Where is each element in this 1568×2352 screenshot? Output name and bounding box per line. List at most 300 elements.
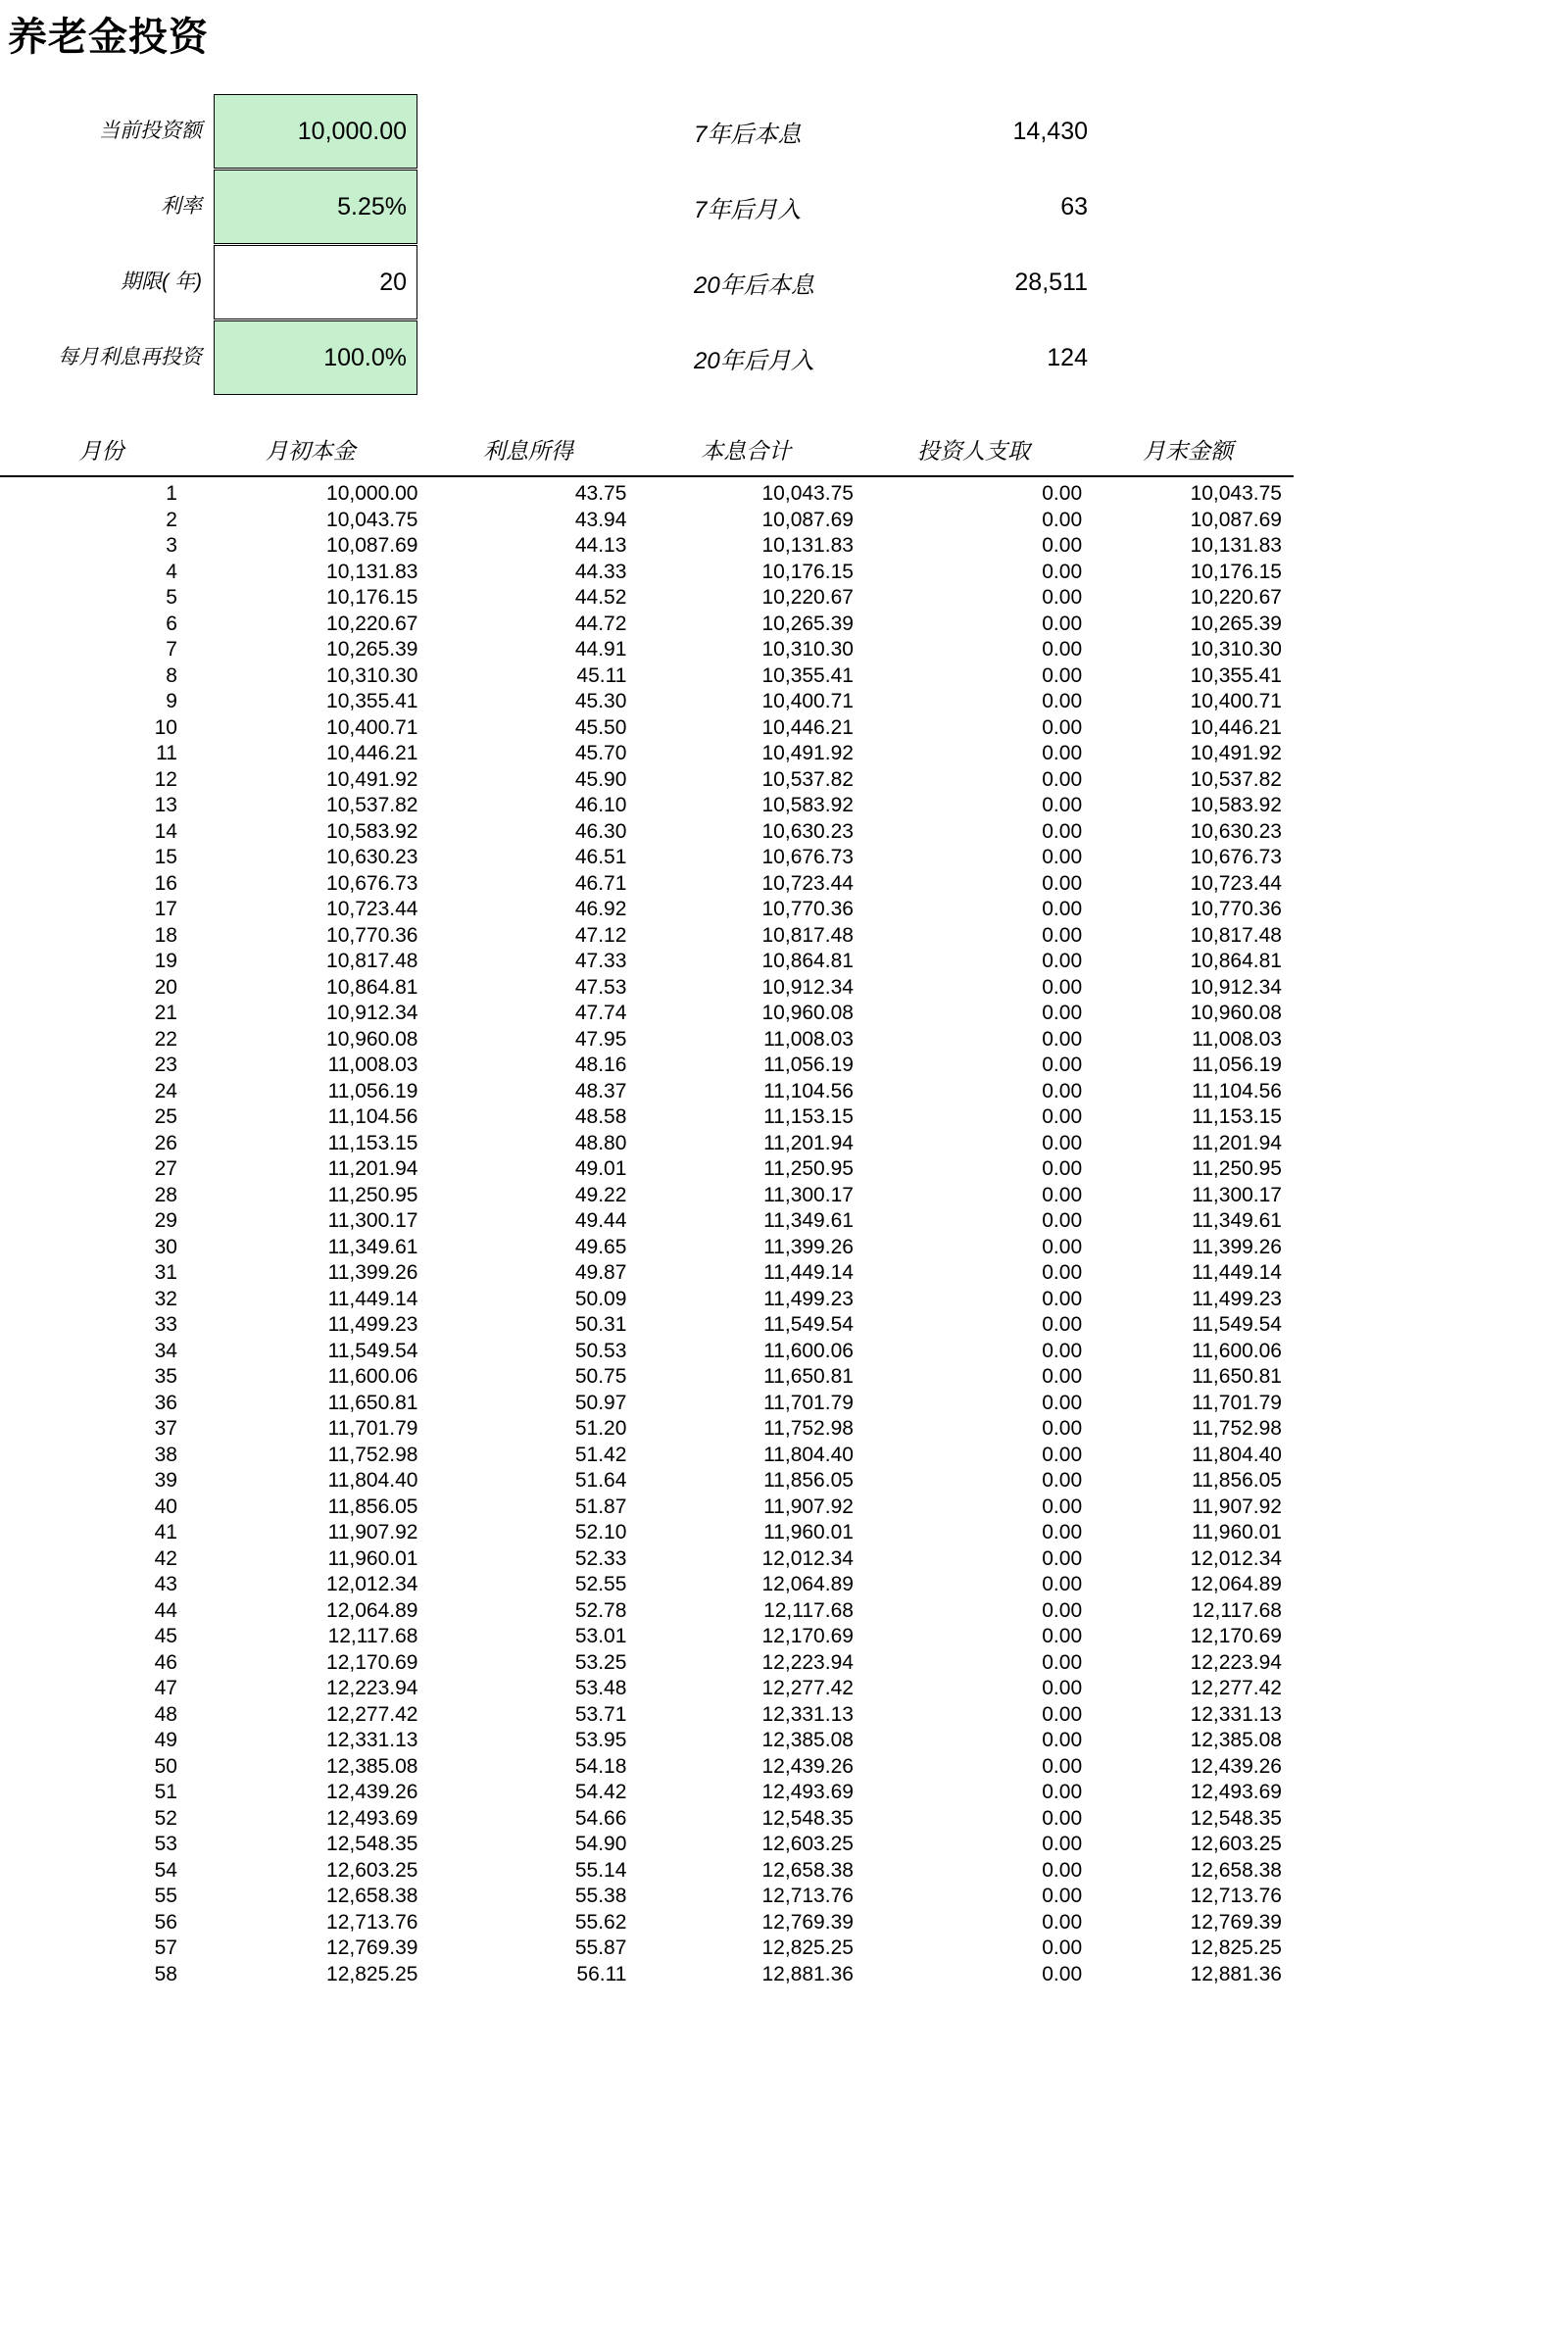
cell-interest-earned: 47.33 [574,950,627,972]
summary-value-7y-total: 14,430 [1012,117,1088,145]
cell-ending-balance: 11,701.79 [1192,1391,1282,1414]
cell-total: 12,658.38 [761,1858,854,1882]
cell-withdrawal: 0.00 [1042,482,1083,505]
table-row [0,1676,1294,1702]
input-row [0,94,431,169]
input-label-text: 期限( 年) [121,270,202,293]
cell-beginning-principal: 12,223.94 [326,1677,418,1699]
cell-beginning-principal: 10,583.92 [326,819,418,843]
cell-month: 10 [154,715,177,739]
table-row [0,1780,1294,1806]
cell-beginning-principal: 12,439.26 [326,1781,418,1803]
cell-beginning-principal: 10,176.15 [326,586,418,609]
cell-withdrawal: 0.00 [1042,612,1083,635]
cell-beginning-principal: 11,650.81 [327,1391,418,1414]
input-field-current-investment[interactable]: 10,000.00 [214,94,417,169]
cell-total: 10,817.48 [761,923,854,947]
summary-row [627,320,1176,395]
table-row [0,1754,1294,1781]
cell-withdrawal: 0.00 [1042,1131,1083,1154]
cell-total: 12,548.35 [761,1806,854,1830]
cell-withdrawal: 0.00 [1042,950,1083,972]
cell-ending-balance: 12,012.34 [1190,1546,1282,1570]
cell-beginning-principal: 11,349.61 [327,1235,418,1258]
cell-withdrawal: 0.00 [1042,794,1083,816]
table-row [0,1650,1294,1677]
cell-month: 51 [154,1781,177,1803]
cell-month: 54 [154,1858,177,1882]
cell-ending-balance: 11,153.15 [1192,1105,1282,1128]
cell-month: 34 [154,1339,177,1362]
cell-beginning-principal: 10,723.44 [326,898,418,920]
cell-interest-earned: 46.10 [574,794,627,816]
cell-interest-earned: 49.87 [574,1261,627,1284]
table-row [0,663,1294,690]
input-label-interest-rate [0,170,214,244]
cell-interest-earned: 45.90 [574,767,627,791]
cell-withdrawal: 0.00 [1042,846,1083,868]
cell-interest-earned: 45.11 [576,663,627,687]
summary-label-7y-monthly: 7年后月入 [694,196,802,223]
cell-total: 10,676.73 [761,846,854,868]
cell-month: 57 [154,1936,177,1959]
cell-beginning-principal: 11,056.19 [327,1079,418,1102]
cell-total: 11,549.54 [763,1313,854,1336]
cell-withdrawal: 0.00 [1042,1754,1083,1778]
cell-month: 55 [154,1885,177,1907]
amortization-schedule [0,431,1294,1987]
cell-total: 10,491.92 [761,742,854,764]
summary-label-20y-monthly: 20年后月入 [694,347,814,374]
cell-total: 12,170.69 [761,1625,854,1647]
table-row [0,637,1294,663]
cell-interest-earned: 53.95 [574,1729,627,1751]
cell-interest-earned: 54.66 [574,1806,627,1830]
cell-total: 10,960.08 [761,1002,854,1024]
cell-ending-balance: 12,603.25 [1190,1833,1282,1855]
cell-total: 11,499.23 [763,1287,854,1310]
cell-interest-earned: 46.71 [574,871,627,895]
cell-interest-earned: 53.25 [574,1650,627,1674]
cell-total: 12,223.94 [761,1650,854,1674]
cell-ending-balance: 10,723.44 [1190,871,1282,895]
cell-beginning-principal: 10,676.73 [326,871,418,895]
cell-total: 10,723.44 [761,871,854,895]
cell-interest-earned: 49.22 [574,1183,627,1206]
table-row [0,1027,1294,1054]
cell-beginning-principal: 11,499.23 [327,1313,418,1336]
cell-month: 44 [154,1598,177,1622]
cell-interest-earned: 47.53 [574,975,627,999]
cell-month: 30 [154,1235,177,1258]
cell-total: 11,056.19 [763,1054,854,1076]
cell-interest-earned: 53.01 [574,1625,627,1647]
cell-interest-earned: 44.52 [574,586,627,609]
cell-interest-earned: 46.51 [574,846,627,868]
cell-beginning-principal: 12,064.89 [326,1598,418,1622]
table-row [0,1339,1294,1365]
cell-withdrawal: 0.00 [1042,1702,1083,1726]
cell-interest-earned: 45.30 [574,690,627,712]
cell-ending-balance: 11,250.95 [1192,1157,1282,1180]
table-row [0,1364,1294,1391]
cell-ending-balance: 10,864.81 [1190,950,1282,972]
cell-withdrawal: 0.00 [1042,1002,1083,1024]
cell-withdrawal: 0.00 [1042,1781,1083,1803]
cell-interest-earned: 48.37 [574,1079,627,1102]
cell-interest-earned: 55.14 [574,1858,627,1882]
cell-total: 11,399.26 [763,1235,854,1258]
cell-ending-balance: 10,770.36 [1190,898,1282,920]
cell-interest-earned: 44.91 [574,638,627,661]
cell-beginning-principal: 10,446.21 [326,742,418,764]
table-row [0,715,1294,742]
cell-total: 11,804.40 [763,1443,854,1466]
cell-total: 12,881.36 [761,1962,854,1985]
cell-interest-earned: 43.94 [574,508,627,531]
table-row [0,1910,1294,1936]
cell-withdrawal: 0.00 [1042,1443,1083,1466]
summary-value-20y-total: 28,511 [1014,268,1088,296]
cell-withdrawal: 0.00 [1042,1209,1083,1232]
cell-ending-balance: 12,881.36 [1190,1962,1282,1985]
table-row [0,1287,1294,1313]
cell-withdrawal: 0.00 [1042,1079,1083,1102]
cell-interest-earned: 47.95 [574,1027,627,1051]
cell-total: 10,087.69 [761,508,854,531]
cell-beginning-principal: 10,087.69 [326,534,418,557]
input-field-interest-rate[interactable]: 5.25% [214,170,417,244]
cell-ending-balance: 11,960.01 [1192,1521,1282,1544]
cell-withdrawal: 0.00 [1042,1573,1083,1595]
cell-interest-earned: 53.71 [574,1702,627,1726]
summary-row [627,170,1176,244]
input-label-reinvest-rate [0,320,214,395]
cell-total: 10,583.92 [761,794,854,816]
cell-withdrawal: 0.00 [1042,1806,1083,1830]
cell-beginning-principal: 10,537.82 [326,794,418,816]
cell-total: 11,960.01 [763,1521,854,1544]
cell-beginning-principal: 12,658.38 [326,1885,418,1907]
cell-interest-earned: 50.31 [574,1313,627,1336]
table-row [0,923,1294,950]
cell-month: 48 [154,1702,177,1726]
input-label-text: 当前投资额 [99,119,202,142]
summary-row [627,245,1176,319]
cell-withdrawal: 0.00 [1042,1729,1083,1751]
cell-beginning-principal: 10,770.36 [326,923,418,947]
cell-month: 8 [166,663,177,687]
table-row [0,689,1294,715]
cell-withdrawal: 0.00 [1042,638,1083,661]
cell-ending-balance: 10,220.67 [1190,586,1282,609]
cell-beginning-principal: 10,400.71 [326,715,418,739]
input-row [0,245,431,319]
cell-withdrawal: 0.00 [1042,1261,1083,1284]
cell-month: 41 [154,1521,177,1544]
cell-ending-balance: 10,491.92 [1190,742,1282,764]
cell-beginning-principal: 12,277.42 [326,1702,418,1726]
cell-ending-balance: 10,176.15 [1190,560,1282,583]
summary-value-20y-monthly: 124 [1047,343,1088,371]
cell-withdrawal: 0.00 [1042,742,1083,764]
table-row [0,612,1294,638]
page-title: 养老金投资 [8,16,209,59]
summary-label-20y-total: 20年后本息 [694,271,814,299]
input-row [0,320,431,395]
cell-interest-earned: 52.10 [574,1521,627,1544]
cell-ending-balance: 10,630.23 [1190,819,1282,843]
table-row [0,560,1294,586]
cell-beginning-principal: 12,825.25 [326,1962,418,1985]
table-row [0,1832,1294,1858]
table-row [0,1079,1294,1105]
table-row [0,1416,1294,1443]
cell-total: 12,713.76 [761,1885,854,1907]
cell-ending-balance: 10,400.71 [1190,690,1282,712]
table-row [0,1131,1294,1157]
cell-beginning-principal: 10,310.30 [326,663,418,687]
cell-withdrawal: 0.00 [1042,1469,1083,1492]
input-field-reinvest-rate[interactable]: 100.0% [214,320,417,395]
cell-total: 12,493.69 [761,1781,854,1803]
cell-ending-balance: 11,804.40 [1192,1443,1282,1466]
column-header-ending-balance: 月末金额 [1094,431,1294,476]
cell-ending-balance: 10,265.39 [1190,612,1282,635]
cell-ending-balance: 12,825.25 [1190,1936,1282,1959]
cell-ending-balance: 11,752.98 [1192,1417,1282,1440]
cell-beginning-principal: 12,170.69 [326,1650,418,1674]
cell-beginning-principal: 11,104.56 [327,1105,418,1128]
cell-total: 12,769.39 [761,1910,854,1934]
cell-beginning-principal: 10,817.48 [326,950,418,972]
cell-month: 24 [154,1079,177,1102]
cell-interest-earned: 51.87 [574,1494,627,1518]
cell-withdrawal: 0.00 [1042,508,1083,531]
cell-month: 46 [154,1650,177,1674]
cell-month: 22 [154,1027,177,1051]
cell-total: 11,752.98 [763,1417,854,1440]
cell-withdrawal: 0.00 [1042,1910,1083,1934]
table-row [0,1001,1294,1027]
cell-total: 10,770.36 [761,898,854,920]
table-row [0,1053,1294,1079]
cell-total: 11,701.79 [763,1391,854,1414]
table-row [0,1156,1294,1183]
cell-ending-balance: 10,446.21 [1190,715,1282,739]
cell-month: 45 [154,1625,177,1647]
cell-month: 35 [154,1365,177,1388]
table-row [0,897,1294,923]
cell-withdrawal: 0.00 [1042,975,1083,999]
cell-beginning-principal: 11,300.17 [327,1209,418,1232]
input-label-current-investment [0,94,214,169]
cell-withdrawal: 0.00 [1042,1054,1083,1076]
cell-beginning-principal: 10,630.23 [326,846,418,868]
cell-ending-balance: 12,769.39 [1190,1910,1282,1934]
cell-interest-earned: 50.53 [574,1339,627,1362]
cell-month: 36 [154,1391,177,1414]
cell-interest-earned: 54.42 [574,1781,627,1803]
table-row [0,949,1294,975]
cell-month: 15 [154,846,177,868]
cell-interest-earned: 53.48 [574,1677,627,1699]
table-row [0,871,1294,898]
cell-ending-balance: 11,600.06 [1192,1339,1282,1362]
cell-ending-balance: 11,300.17 [1192,1183,1282,1206]
table-row [0,1520,1294,1546]
cell-total: 12,064.89 [761,1573,854,1595]
table-row [0,508,1294,534]
cell-month: 27 [154,1157,177,1180]
cell-beginning-principal: 12,769.39 [326,1936,418,1959]
input-label-text: 利率 [161,194,202,218]
table-row [0,1962,1294,1988]
table-row [0,1936,1294,1962]
cell-total: 10,176.15 [761,560,854,583]
cell-interest-earned: 45.50 [574,715,627,739]
cell-ending-balance: 12,223.94 [1190,1650,1282,1674]
cell-ending-balance: 11,104.56 [1192,1079,1282,1102]
cell-ending-balance: 11,856.05 [1192,1469,1282,1492]
cell-month: 56 [154,1910,177,1934]
cell-interest-earned: 48.58 [574,1105,627,1128]
cell-interest-earned: 55.38 [574,1885,627,1907]
table-row [0,1884,1294,1910]
cell-withdrawal: 0.00 [1042,898,1083,920]
cell-beginning-principal: 10,220.67 [326,612,418,635]
cell-total: 12,117.68 [763,1598,854,1622]
table-row [0,767,1294,794]
cell-ending-balance: 10,131.83 [1190,534,1282,557]
cell-beginning-principal: 10,355.41 [326,690,418,712]
cell-withdrawal: 0.00 [1042,1417,1083,1440]
cell-interest-earned: 51.20 [574,1417,627,1440]
cell-ending-balance: 11,549.54 [1192,1313,1282,1336]
cell-interest-earned: 56.11 [576,1962,627,1985]
cell-beginning-principal: 10,265.39 [326,638,418,661]
cell-total: 11,250.95 [763,1157,854,1180]
cell-interest-earned: 47.12 [574,923,627,947]
cell-interest-earned: 51.64 [574,1469,627,1492]
cell-withdrawal: 0.00 [1042,1521,1083,1544]
cell-interest-earned: 54.90 [574,1833,627,1855]
cell-beginning-principal: 11,008.03 [327,1054,418,1076]
cell-ending-balance: 12,658.38 [1190,1858,1282,1882]
cell-interest-earned: 50.75 [574,1365,627,1388]
cell-withdrawal: 0.00 [1042,1546,1083,1570]
cell-interest-earned: 52.33 [574,1546,627,1570]
cell-month: 40 [154,1494,177,1518]
table-row [0,1806,1294,1833]
cell-month: 9 [166,690,177,712]
cell-withdrawal: 0.00 [1042,1625,1083,1647]
cell-month: 52 [154,1806,177,1830]
cell-beginning-principal: 10,131.83 [326,560,418,583]
cell-interest-earned: 52.78 [574,1598,627,1622]
cell-ending-balance: 10,310.30 [1190,638,1282,661]
cell-beginning-principal: 11,399.26 [327,1261,418,1284]
cell-month: 39 [154,1469,177,1492]
input-label-term-years [0,245,214,319]
table-row [0,1312,1294,1339]
cell-ending-balance: 10,355.41 [1190,663,1282,687]
table-row [0,533,1294,560]
cell-ending-balance: 12,331.13 [1190,1702,1282,1726]
cell-beginning-principal: 11,856.05 [327,1494,418,1518]
cell-total: 11,907.92 [763,1494,854,1518]
cell-ending-balance: 10,043.75 [1190,482,1282,505]
cell-total: 10,912.34 [761,975,854,999]
cell-interest-earned: 51.42 [574,1443,627,1466]
cell-month: 49 [154,1729,177,1751]
cell-total: 11,349.61 [763,1209,854,1232]
cell-interest-earned: 55.87 [574,1936,627,1959]
cell-ending-balance: 11,907.92 [1192,1494,1282,1518]
cell-beginning-principal: 12,493.69 [326,1806,418,1830]
cell-interest-earned: 47.74 [574,1002,627,1024]
cell-withdrawal: 0.00 [1042,1105,1083,1128]
table-row [0,1598,1294,1625]
cell-interest-earned: 46.92 [574,898,627,920]
cell-withdrawal: 0.00 [1042,819,1083,843]
cell-beginning-principal: 11,449.14 [327,1287,418,1310]
cell-interest-earned: 52.55 [574,1573,627,1595]
cell-withdrawal: 0.00 [1042,1365,1083,1388]
cell-month: 50 [154,1754,177,1778]
schedule-table-body [0,476,1294,1987]
table-row [0,1443,1294,1469]
cell-ending-balance: 11,650.81 [1192,1365,1282,1388]
cell-ending-balance: 11,449.14 [1192,1261,1282,1284]
cell-withdrawal: 0.00 [1042,1677,1083,1699]
cell-ending-balance: 12,170.69 [1190,1625,1282,1647]
input-field-term-years[interactable]: 20 [214,245,417,319]
cell-beginning-principal: 11,804.40 [327,1469,418,1492]
cell-total: 10,131.83 [761,534,854,557]
cell-interest-earned: 46.30 [574,819,627,843]
cell-total: 10,864.81 [761,950,854,972]
cell-withdrawal: 0.00 [1042,1157,1083,1180]
table-row [0,1104,1294,1131]
cell-beginning-principal: 12,713.76 [326,1910,418,1934]
table-row [0,741,1294,767]
cell-total: 10,265.39 [761,612,854,635]
cell-interest-earned: 45.70 [574,742,627,764]
cell-ending-balance: 12,385.08 [1190,1729,1282,1751]
cell-ending-balance: 10,583.92 [1190,794,1282,816]
cell-withdrawal: 0.00 [1042,1313,1083,1336]
cell-total: 10,043.75 [761,482,854,505]
cell-beginning-principal: 10,912.34 [326,1002,418,1024]
cell-interest-earned: 50.97 [574,1391,627,1414]
cell-beginning-principal: 11,549.54 [327,1339,418,1362]
cell-month: 31 [154,1261,177,1284]
cell-withdrawal: 0.00 [1042,1858,1083,1882]
cell-total: 11,600.06 [763,1339,854,1362]
cell-ending-balance: 11,056.19 [1192,1054,1282,1076]
table-row [0,975,1294,1002]
cell-ending-balance: 12,064.89 [1190,1573,1282,1595]
cell-withdrawal: 0.00 [1042,1885,1083,1907]
cell-month: 47 [154,1677,177,1699]
cell-beginning-principal: 11,752.98 [327,1443,418,1466]
cell-interest-earned: 49.01 [574,1157,627,1180]
cell-withdrawal: 0.00 [1042,1339,1083,1362]
cell-month: 19 [154,950,177,972]
cell-interest-earned: 50.09 [574,1287,627,1310]
input-parameters-block [0,94,431,396]
